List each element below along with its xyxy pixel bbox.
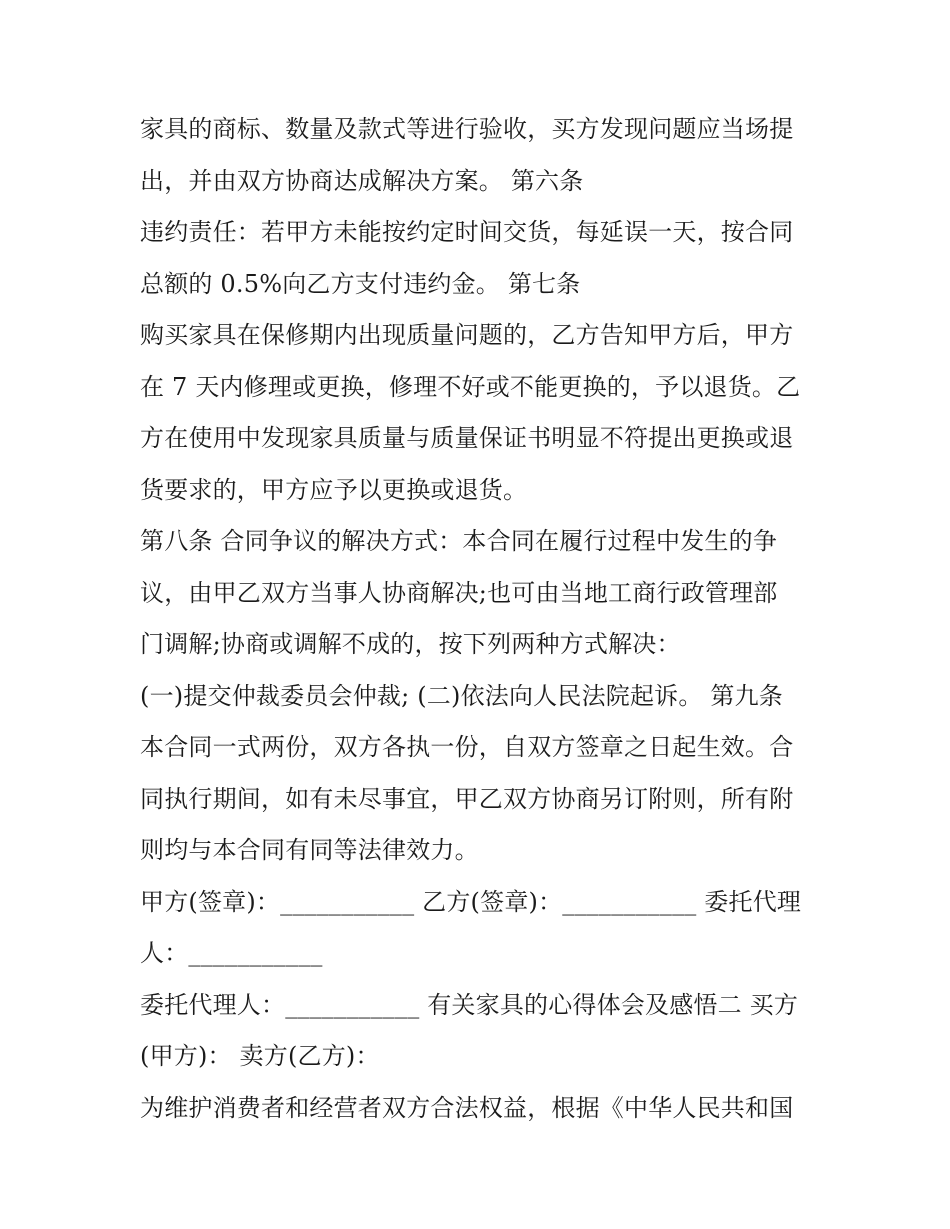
text-line: 购买家具在保修期内出现质量问题的，乙方告知甲方后，甲方 <box>140 321 794 349</box>
text-line: 本合同一式两份，双方各执一份，自双方签章之日起生效。合 <box>140 733 794 761</box>
text-line: 出，并由双方协商达成解决方案。 第六条 <box>140 166 584 195</box>
text-line: 人：___________ <box>140 939 323 967</box>
text-line: 则均与本合同有同等法律效力。 <box>140 836 479 864</box>
text-line: 议，由甲乙双方当事人协商解决;也可由当地工商行政管理部 <box>140 578 778 607</box>
contract-text <box>140 104 820 1134</box>
text-line: 方在使用中发现家具质量与质量保证书明显不符提出更换或退 <box>140 424 794 452</box>
text-line: 总额的 0.5%向乙方支付违约金。 第七条 <box>140 269 581 298</box>
text-line: 第八条 合同争议的解决方式：本合同在履行过程中发生的争 <box>140 527 778 555</box>
text-line: (一)提交仲裁委员会仲裁; (二)依法向人民法院起诉。 第九条 <box>140 681 783 710</box>
text-line: 同执行期间，如有未尽事宜，甲乙双方协商另订附则，所有附 <box>140 784 794 813</box>
text-line: 在 7 天内修理或更换，修理不好或不能更换的，予以退货。乙 <box>140 372 801 401</box>
text-line: 违约责任：若甲方未能按约定时间交货，每延误一天，按合同 <box>140 218 794 246</box>
text-line: 甲方(签章)：___________ 乙方(签章)：___________ 委托代理 <box>140 887 802 916</box>
text-line: 货要求的，甲方应予以更换或退货。 <box>140 475 528 504</box>
text-line: (甲方)： 卖方(乙方)： <box>140 1042 380 1070</box>
text-line: 为维护消费者和经营者双方合法权益，根据《中华人民共和国 <box>140 1093 794 1122</box>
text-line: 门调解;协商或调解不成的，按下列两种方式解决： <box>140 630 681 658</box>
text-line: 家具的商标、数量及款式等进行验收，买方发现问题应当场提 <box>140 115 794 143</box>
text-line: 委托代理人：___________ 有关家具的心得体会及感悟二 买方 <box>140 990 799 1019</box>
